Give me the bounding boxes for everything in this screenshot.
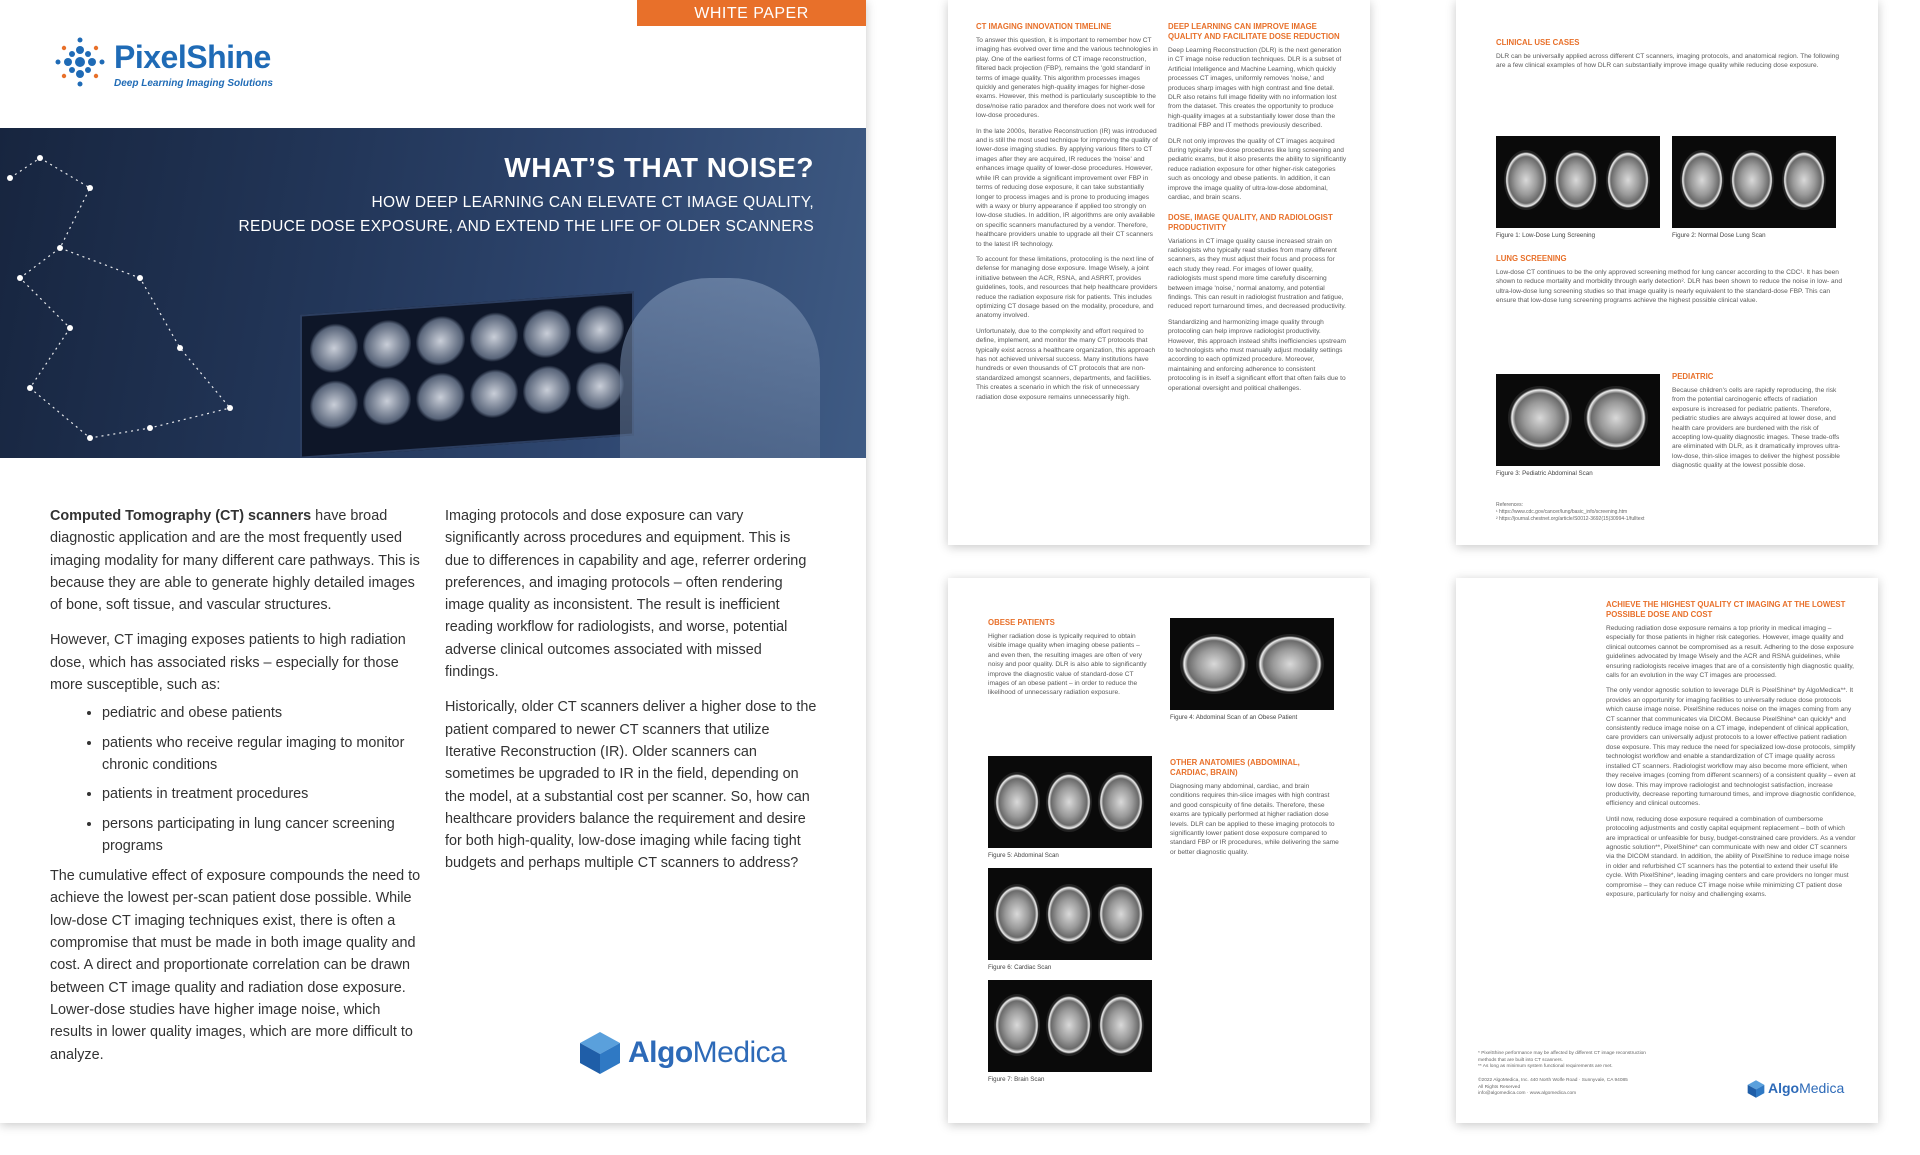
figure-4 (1170, 618, 1334, 721)
list-item: • pediatric and obese patients (102, 702, 422, 724)
figure-2-caption: Figure 2: Normal Dose Lung Scan (1672, 232, 1766, 239)
timeline-p1: To answer this question, it is important to remember how CT imaging has evolved over time and the various technologies in play. One of the earliest forms of CT image reconstruction, filtered back projection (FBP), remains the 'gold standard' in terms of image quality. This algorithm processes images quickly and generates high-quality images for higher-dose exams. However, this method is particularly susceptible to the dose/noise ratio paradox and therefore does not work well for low-dose procedures. (976, 37, 1158, 120)
productivity-heading: DOSE, IMAGE QUALITY, AND RADIOLOGIST PRODUCTIVITY (1168, 212, 1333, 232)
logo-medica: Medica (1799, 1080, 1845, 1096)
reference-2: ² https://journal.chestnet.org/article/S0012-3692(15)30994-1/fulltext (1496, 516, 1645, 522)
hero-title: WHAT’S THAT NOISE? (504, 152, 814, 183)
address-line-3: info@algomedica.com · www.algomedica.com (1478, 1091, 1577, 1096)
risk-list (50, 702, 422, 857)
hero-banner (0, 128, 866, 458)
intro-rest: have broad diagnostic application and are the most frequently used imaging modality for many different care pathways. This is because they are able to generate highly detailed images of bone, soft tissue, and vascular structures. (50, 508, 420, 614)
logo-medica: Medica (692, 1036, 787, 1069)
other-anatomies-paragraph: Diagnosing many abdominal, cardiac, and brain conditions requires thin-slice images with high contrast and good conspicuity of fine details. Therefore, these exams are typically performed at higher radiation dose levels. DLR can be applied to these imaging protocols to significantly lower patient dose exposure compared to standard FBP or IR procedures, while delivering the same or better diagnostic quality. (1170, 783, 1339, 856)
references (1496, 502, 1696, 523)
cover-page (0, 0, 866, 1123)
lung-paragraph: Low-dose CT continues to be the only approved screening method for lung cancer according to the CDC¹. It has been shown to reduce mortality and morbidity through early detection². DLR has been shown to reduce the noise in low- and ultra-low-dose lung screening studies so that image quality is nearly equivalent to the standard-dose FBP. This can ensure that low-dose lung screening programs achieve the highest possible clinical value. (1496, 269, 1842, 305)
figure-3-caption: Figure 3: Pediatric Abdominal Scan (1496, 470, 1593, 477)
figure-1-caption: Figure 1: Low-Dose Lung Screening (1496, 232, 1596, 239)
white-paper-ribbon: WHITE PAPER (637, 0, 866, 26)
obese-paragraph: Higher radiation dose is typically required to obtain visible image quality when imaging obese patients – and even then, the resulting images are often of very noisy and poor quality. DLR is also able to significantly improve the diagnostic value of standard-dose CT images of an obese patient – in order to reduce the likelihood of unnecessary radiation exposure. (988, 633, 1147, 697)
pediatric-paragraph: Because children's cells are rapidly reproducing, the risk from the potential carcinogenic effects of radiation exposure is increased for pediatric patients. Therefore, pediatric studies are always acquired at lower dose, and health care providers are burdened with the risk of accepting low-quality diagnostic images. These trade-offs are eliminated with DLR, as it dramatically improves ultra-low-dose, thin-slice images to deliver the highest possible diagnostic quality at the lowest possible dose. (1672, 387, 1841, 470)
pediatric-heading: PEDIATRIC (1672, 372, 1714, 381)
dl-p1: Deep Learning Reconstruction (DLR) is the next generation in CT image noise reduction techniques. DLR is a subset of Artificial Intelligence and Machine Learning, which quickly processes CT images, uniformly removes 'noise,' and produces sharp images with high contrast and fine detail. DLR also retains full image fidelity with no information lost from the dataset. This creates the opportunity to produce high-quality images at a substantially lower dose than the traditional FBP and IT methods previously described. (1168, 47, 1342, 130)
figure-3 (1496, 374, 1660, 477)
algomedica-cube-icon (576, 1030, 624, 1076)
page2-col2 (1168, 22, 1348, 399)
achieve-heading: ACHIEVE THE HIGHEST QUALITY CT IMAGING AT THE LOWEST POSSIBLE DOSE AND COST (1606, 600, 1846, 619)
risk-paragraph: However, CT imaging exposes patients to high radiation dose, which has associated risks – especially for those more susceptible, such as: (50, 632, 406, 694)
scanners-paragraph: Historically, older CT scanners deliver a higher dose to the patient compared to newer CT scanners that utilize Iterative Reconstruction (IR). Older scanners can sometimes be upgraded to IR in the field, depending on the model, at a substantial cost per scanner. So, how can healthcare providers balance the requirement and desire for both high-quality, low-dose imaging while facing tight budgets and perhaps multiple CT scanners to address? (445, 699, 817, 872)
hero-subtitle-2: REDUCE DOSE EXPOSURE, AND EXTEND THE LIFE OF OLDER SCANNERS (238, 218, 814, 235)
intro-bold: Computed Tomography (CT) scanners (50, 508, 312, 524)
other-anatomies-heading: OTHER ANATOMIES (ABDOMINAL, CARDIAC, BRAIN) (1170, 758, 1300, 777)
figure-7-caption: Figure 7: Brain Scan (988, 1076, 1045, 1083)
footnote-1: * PixelShine performance may be affected by different CT image reconstruction methods that are built into CT scanners. (1478, 1051, 1646, 1063)
figure-4-caption: Figure 4: Abdominal Scan of an Obese Patient (1170, 714, 1298, 721)
lung-heading: LUNG SCREENING (1496, 254, 1567, 263)
page-2 (948, 0, 1370, 545)
list-item: • patients who receive regular imaging to monitor chronic conditions (102, 732, 422, 777)
list-item: • persons participating in lung cancer screening programs (102, 813, 422, 858)
constellation-graphic (0, 128, 260, 458)
figure-5-caption: Figure 5: Abdominal Scan (988, 852, 1059, 859)
address-line-2: All Rights Reserved (1478, 1084, 1521, 1090)
prod-p1: Variations in CT image quality cause increased strain on radiologists who typically read studies from many different scanners, as they must adjust their focus and process for each study they read. For images of lower quality, radiologists must spend more time carefully discerning between image 'noise,' normal anatomy, and potential findings. This can result in radiologist frustration and fatigue, reduced report turnaround times, and decreased productivity. (1168, 237, 1347, 311)
hero-subtitle-1: HOW DEEP LEARNING CAN ELEVATE CT IMAGE QUALITY, (371, 194, 814, 211)
pixelshine-logo (50, 33, 350, 93)
list-item: • patients in treatment procedures (102, 783, 422, 805)
body-column-2 (445, 505, 817, 875)
algomedica-logo (576, 1030, 826, 1076)
prod-p2: Standardizing and harmonizing image quality through protocoling can help improve radiologist productivity. However, this approach instead shifts inefficiencies upstream to technologists who must manually adjust modality settings according to each optimized procedure. Moreover, maintaining and enforcing adherence to consistent protocoling is in itself a significant effort that often fails due to operational oversight and political challenges. (1168, 318, 1347, 392)
page-3 (1456, 0, 1878, 545)
timeline-p4: Unfortunately, due to the complexity and effort required to define, implement, and monitor the many CT protocols that typically exist across a healthcare organization, this approach has not achieved universal success. Many institutions have hundreds or even thousands of CT protocols that are non-standardized amongst scanners, departments, and facilities. This creates a scenario in which the risk of unnecessary radiation dose exposure remains unnecessarily high. (976, 327, 1156, 401)
figure-5 (988, 756, 1152, 859)
clinical-intro: DLR can be universally applied across different CT scanners, imaging protocols, and anatomical region. The following are a few clinical examples of how DLR can substantially improve image quality while reducing dose exposure. (1496, 53, 1840, 70)
monitor-image (300, 291, 634, 458)
achieve-p3: Until now, reducing dose exposure required a combination of cumbersome protocoling adjustments and costly capital equipment replacement – both of which are impractical or unfeasible for busy, budget-constrained care providers. As a vendor agnostic solution**, PixelShine* can communicate with new and older CT scanners via the DICOM standard. In addition, the ability of PixelShine to reduce image noise in older and refurbished CT scanners has the potential to extend their useful life cycle. With PixelShine*, leading imaging centers and care providers no longer must compromise – they can reduce CT image noise while minimizing CT patient dose exposure, particularly for noisy and challenging exams. (1606, 815, 1856, 898)
page-5 (1456, 578, 1878, 1123)
footnotes (1478, 1051, 1658, 1071)
algomedica-logo-small (1746, 1078, 1866, 1100)
figure-7 (988, 980, 1152, 1083)
figure-2 (1672, 136, 1836, 239)
page2-col1 (976, 22, 1158, 408)
intro-paragraph (50, 505, 422, 616)
logo-algo: Algo (628, 1036, 693, 1069)
figure-1 (1496, 136, 1660, 239)
reference-1: ¹ https://www.cdc.gov/cancer/lung/basic_info/screening.htm (1496, 509, 1628, 515)
footnote-2: ** As long as minimum system functional requirements are met. (1478, 1064, 1613, 1069)
figure-6 (988, 868, 1152, 971)
obese-heading: OBESE PATIENTS (988, 618, 1055, 627)
achieve-p1: Reducing radiation dose exposure remains a top priority in medical imaging – especially for those patients in higher risk categories. However, image quality and clinical outcomes cannot be compromised as a result. Adhering to the dose exposure guidelines advocated by Image Wisely and the ACR and RSNA guidelines, while ensuring radiologists receive images that are of a consistently high diagnostic quality, calls for an evolution in the way CT images are processed. (1606, 625, 1855, 680)
page-4 (948, 578, 1370, 1123)
logo-name: PixelShine (114, 39, 271, 75)
logo-algo: Algo (1768, 1080, 1800, 1096)
achieve-p2: The only vendor agnostic solution to leverage DLR is PixelShine* by AlgoMedica**. It provides an opportunity for imaging facilities to universally reduce dose protocols which cause image noise. PixelShine reduces noise on the images coming from any CT scanner that communicates via DICOM. Because PixelShine* can quickly* and consistently reduce image noise on a CT image, independent of clinical application, care providers can universally adjust protocols to a lower effective patient radiation dose exposure. This may reduce the need for specialized low-dose protocols, simplify technologist workflow and enable a standardization of CT image quality across installed CT scanners. Radiologist workflow may also become more efficient, when they receive images (coming from different scanners) of a consistent quality – even at low dose. This may improve radiologist and technologist satisfaction, increase productivity, decrease reporting turnaround times, and improve diagnostic confidence, efficiency and clinical outcomes. (1606, 687, 1856, 808)
logo-tagline: Deep Learning Imaging Solutions (114, 78, 273, 89)
timeline-heading: CT IMAGING INNOVATION TIMELINE (976, 22, 1112, 31)
references-heading: References: (1496, 502, 1523, 508)
timeline-p2: In the late 2000s, Iterative Reconstruction (IR) was introduced and is still the most used technique for improving the quality of lower-dose imaging studies. By applying various filters to CT images after they are acquired, IR reduces the 'noise' and enhances image quality of lower-dose procedures. However, while IR can provide a significant improvement over FBP in terms of reducing dose exposure, it can take substantially longer to process images and is prone to producing images with a waxy or blurry appearance if applied too strongly on low-dose studies. In addition, IR algorithms are only available on specific scanners manufactured by a vendor. Therefore, healthcare providers unable to upgrade all their CT scanners to the latest IR technology. (976, 127, 1158, 248)
pixelshine-dots-icon (50, 33, 110, 91)
figure-6-caption: Figure 6: Cardiac Scan (988, 964, 1052, 971)
cumulative-paragraph: The cumulative effect of exposure compounds the need to achieve the lowest per-scan patient dose possible. While low-dose CT imaging techniques exist, there is often a compromise that must be made in both image quality and cost. A direct and proportionate correlation can be drawn between CT image quality and radiation dose exposure. Lower-dose studies have higher image noise, which results in lower quality images, which are more difficult to analyze. (50, 868, 421, 1063)
company-address (1478, 1078, 1658, 1098)
algomedica-cube-icon (1746, 1079, 1766, 1099)
timeline-p3: To account for these limitations, protocoling is the next line of defense for managing dose exposure. Image Wisely, a joint initiative between the ACR, RSNA, and ASRRT, provides guidelines, tools, and resources that help healthcare providers reduce the radiation exposure risk for patients. This includes optimizing CT dosage based on the modality, procedure, and anatomy involved. (976, 255, 1158, 320)
clinical-heading: CLINICAL USE CASES (1496, 38, 1580, 47)
protocols-paragraph: Imaging protocols and dose exposure can vary significantly across procedures and equipment. This is due to differences in capability and age, referrer ordering preferences, and imaging protocols – often rendering image quality as inconsistent. The result is inefficient reading workflow for radiologists, and worse, potential adverse clinical outcomes associated with missed findings. (445, 508, 807, 681)
doctor-silhouette (620, 278, 820, 458)
body-column-1 (50, 505, 422, 1066)
deep-learning-heading: DEEP LEARNING CAN IMPROVE IMAGE QUALITY AND FACILITATE DOSE REDUCTION (1168, 22, 1340, 41)
address-line-1: ©2022 AlgoMedica, Inc. 440 North Wolfe Road · Sunnyvale, CA 94085 (1478, 1078, 1628, 1083)
dl-p2: DLR not only improves the quality of CT images acquired during typically low-dose procedures like lung screening and pediatric exams, but it also presents the ability to significantly reduce radiation exposure for other higher-risk categories such as oncology and obese patients. In addition, it can improve the image quality of ultra-low-dose abdominal, cardiac, and brain scans. (1168, 137, 1347, 202)
